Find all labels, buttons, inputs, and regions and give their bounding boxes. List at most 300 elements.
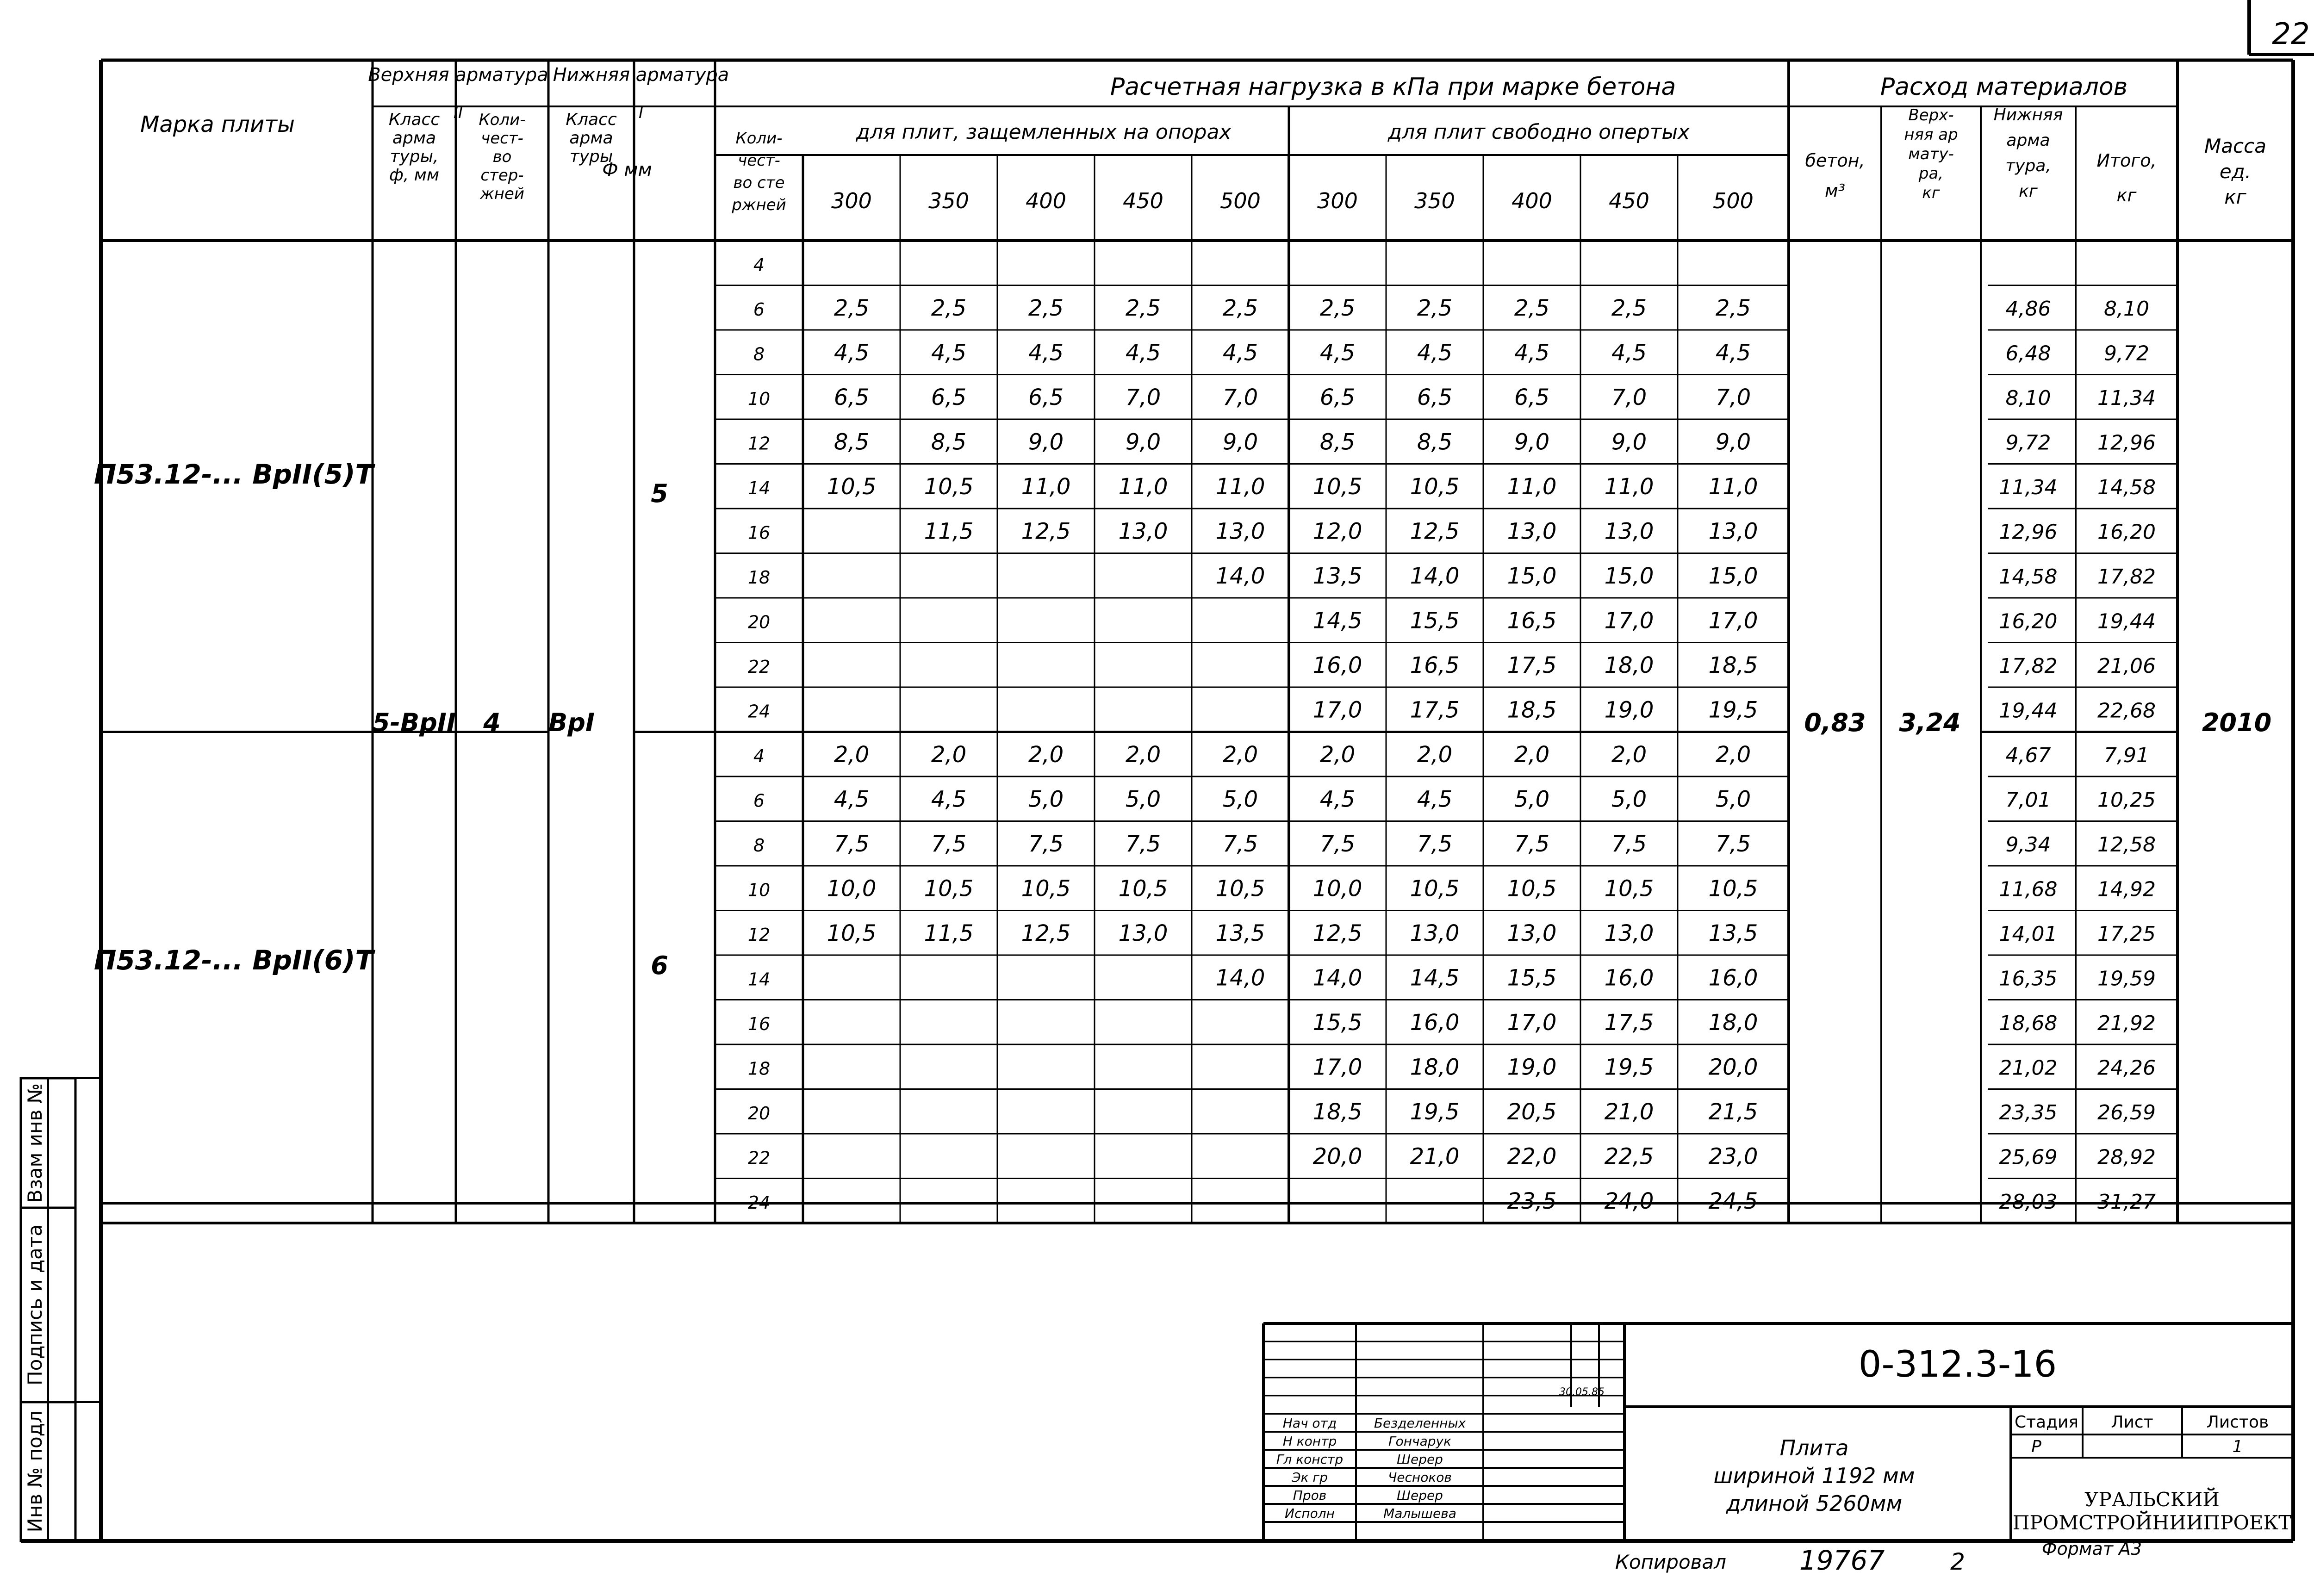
bottom-class-header-0: Класс [566,110,617,129]
clamped-load: 11,0 [1118,474,1168,500]
bottom-class-header-2: туры [569,147,613,166]
role-label: Гл констр [1276,1452,1344,1467]
free-load: 5,0 [1715,786,1751,813]
clamped-load: 6,5 [834,385,870,411]
free-load: 4,5 [1611,340,1647,366]
bottom-steel: 7,01 [2005,788,2051,812]
total-steel: 14,58 [2097,476,2156,500]
merged-cells [94,459,2271,980]
concrete-value: 0,83 [1804,708,1866,737]
clamped-load: 10,5 [1215,876,1265,902]
clamped-load: 4,5 [834,340,870,366]
bottom-steel: 21,02 [1999,1056,2058,1080]
rod-count: 8 [753,344,765,365]
rod-count: 16 [747,522,771,543]
rod-count: 22 [747,1148,771,1168]
free-load: 14,5 [1313,608,1362,634]
free-load: 4,5 [1319,340,1356,366]
free-load: 4,5 [1319,786,1356,813]
free-load: 19,0 [1507,1054,1557,1081]
bottom-steel-header-3: кг [2019,182,2038,201]
clamped-load: 9,0 [1222,429,1258,455]
free-load: 4,5 [1417,340,1453,366]
role-label: Пров [1293,1488,1327,1503]
free-load: 18,5 [1507,697,1557,723]
free-load: 13,0 [1604,920,1654,947]
free-load: 2,5 [1319,295,1356,322]
clamped-load: 13,0 [1118,920,1168,947]
total-steel: 14,92 [2097,877,2156,901]
free-load: 16,5 [1410,652,1460,679]
bottom-steel: 18,68 [1999,1012,2058,1036]
bottom-reinf-title: Нижняя арматура [553,64,729,86]
clamped-load: 2,5 [1028,295,1064,322]
free-load: 10,5 [1708,876,1758,902]
free-load: 10,5 [1604,876,1654,902]
bottom-count-header-2: во сте [733,174,785,192]
free-load: 2,5 [1514,295,1550,322]
bottom-steel: 28,03 [1999,1190,2058,1214]
free-load: 6,5 [1514,385,1550,411]
sheet-label: Лист [2111,1413,2153,1432]
clamped-load: 12,5 [1021,920,1071,947]
clamped-load: 2,0 [1125,742,1161,768]
free-load: 9,0 [1611,429,1647,455]
bottom-reinf-roman: I [638,104,644,122]
free-load: 21,0 [1410,1143,1460,1170]
free-load: 10,5 [1507,876,1557,902]
top-count-value: 4 [483,708,501,737]
clamped-load: 6,5 [1028,385,1064,411]
rod-count: 14 [747,969,771,990]
total-steel: 17,82 [2097,565,2156,589]
mass-value: 2010 [2202,708,2272,737]
free-load: 13,0 [1507,920,1557,947]
clamped-load: 4,5 [834,786,870,813]
bottom-steel-header-1: арма [2006,131,2050,150]
free-load: 17,0 [1313,697,1362,723]
free-load: 9,0 [1514,429,1550,455]
top-count-header-0: Коли- [479,111,526,129]
clamped-load: 7,5 [1028,831,1064,857]
clamped-load: 12,5 [1021,518,1071,545]
free-load: 14,0 [1410,563,1460,590]
free-load: 13,0 [1604,518,1654,545]
top-class-header-1: арма [392,129,436,148]
item-name-line-1: Плита [1779,1435,1849,1460]
total-steel: 12,58 [2097,833,2156,857]
copied-label: Копировал [1615,1551,1726,1573]
free-load: 18,0 [1604,652,1654,679]
free-load: 19,5 [1604,1054,1654,1081]
total-steel: 11,34 [2097,386,2156,410]
free-load: 4,5 [1715,340,1751,366]
free-load: 15,5 [1507,965,1557,991]
clamped-load: 10,5 [1118,876,1168,902]
free-load: 2,0 [1611,742,1647,768]
total-steel: 26,59 [2097,1101,2156,1125]
role-label: Н контр [1282,1434,1337,1449]
mass-header-1: ед. [2219,160,2252,183]
free-load: 15,0 [1507,563,1557,590]
free-load: 18,0 [1410,1054,1460,1081]
free-load: 7,5 [1319,831,1356,857]
rod-count: 18 [747,567,771,588]
rod-count: 10 [747,880,771,900]
doc-code: 0-312.3-16 [1858,1344,2057,1385]
clamped-load: 11,0 [1021,474,1071,500]
rod-count: 10 [747,389,771,410]
load-title: Расчетная нагрузка в кПа при марке бетона [1110,73,1676,101]
free-load: 7,5 [1611,831,1647,857]
sheets-value: 1 [2232,1437,2243,1456]
free-load: 16,5 [1507,608,1557,634]
bottom-class-header-1: арма [569,129,613,148]
bottom-class-value: ВрI [548,708,595,737]
clamped-load: 5,0 [1222,786,1258,813]
clamped-load: 7,5 [931,831,967,857]
rod-count: 6 [753,299,765,320]
free-load: 16,0 [1604,965,1654,991]
free-load: 20,0 [1708,1054,1758,1081]
free-load: 12,0 [1313,518,1362,545]
total-steel: 21,06 [2097,654,2156,678]
clamped-load: 11,5 [924,518,974,545]
top-count-header-2: во [492,148,512,166]
total-steel: 24,26 [2097,1056,2156,1080]
top-count-header-3: стер- [480,166,524,185]
role-label: Эк гр [1292,1470,1328,1485]
clamped-load: 7,0 [1222,385,1258,411]
grade-header-400: 400 [1026,188,1066,213]
total-steel: 16,20 [2097,520,2156,544]
date-small: 30.05.85 [1559,1386,1605,1398]
free-load: 2,0 [1417,742,1453,768]
free-title: для плит свободно опертых [1387,120,1690,144]
total-steel: 12,96 [2097,431,2156,455]
total-steel: 19,59 [2097,967,2156,991]
free-load: 17,0 [1708,608,1758,634]
footer [1615,1539,2142,1576]
free-load: 7,0 [1715,385,1751,411]
rod-count: 22 [747,657,771,677]
rod-count: 8 [753,835,765,856]
free-load: 2,0 [1514,742,1550,768]
free-load: 17,5 [1507,652,1557,679]
free-load: 13,0 [1708,518,1758,545]
free-load: 15,0 [1604,563,1654,590]
group-1-mark: П53.12-... ВрII(5)Т [93,459,374,490]
free-load: 17,0 [1507,1010,1557,1036]
free-load: 19,5 [1708,697,1758,723]
clamped-load: 10,5 [924,474,974,500]
mass-header-0: Масса [2204,135,2266,157]
group-1-diam: 5 [651,479,668,508]
mark-title: Марка плиты [140,112,295,137]
clamped-load: 14,0 [1215,563,1265,590]
clamped-load: 10,5 [924,876,974,902]
free-load: 13,5 [1708,920,1758,947]
top-count-header-4: жней [480,185,524,203]
bottom-count-header-3: ржней [732,196,786,214]
clamped-load: 6,5 [931,385,967,411]
free-load: 2,5 [1417,295,1453,322]
free-load: 10,5 [1313,474,1362,500]
materials-title: Расход материалов [1880,73,2128,101]
bottom-steel-header-2: тура, [2005,156,2051,175]
clamped-load: 2,5 [1222,295,1258,322]
role-name: Шерер [1397,1488,1443,1503]
rod-count: 14 [747,478,771,499]
side-stamp-inv-label: Инв № подл [24,1410,46,1533]
free-load: 16,0 [1313,652,1362,679]
free-load: 9,0 [1715,429,1751,455]
free-load: 10,5 [1410,474,1460,500]
free-load: 14,5 [1410,965,1460,991]
rod-count: 6 [753,790,765,811]
bottom-steel: 17,82 [1999,654,2058,678]
total-steel: 21,92 [2097,1012,2156,1036]
clamped-load: 5,0 [1125,786,1161,813]
top-steel-header-3: ра, [1918,164,1944,183]
grade-header-350: 350 [1414,188,1455,213]
free-load: 16,0 [1708,965,1758,991]
clamped-load: 2,0 [1028,742,1064,768]
free-load: 2,5 [1715,295,1751,322]
bottom-steel: 6,48 [2005,342,2051,366]
free-load: 8,5 [1319,429,1356,455]
clamped-load: 2,0 [1222,742,1258,768]
free-load: 2,0 [1319,742,1356,768]
free-load: 15,0 [1708,563,1758,590]
top-reinf-roman: II [453,104,463,122]
free-load: 12,5 [1313,920,1362,947]
clamped-load: 13,0 [1215,518,1265,545]
clamped-load: 2,5 [931,295,967,322]
free-load: 21,5 [1708,1099,1758,1125]
clamped-load: 2,5 [1125,295,1161,322]
org-line-2: ПРОМСТРОЙНИИПРОЕКТ [2012,1511,2292,1534]
top-steel-header-4: кг [1922,184,1940,202]
rod-count: 24 [747,701,771,722]
top-steel-header-2: мату- [1908,145,1954,163]
grade-header-300: 300 [831,188,872,213]
bottom-steel: 16,20 [1999,609,2058,633]
free-load: 19,5 [1410,1099,1460,1125]
rod-count: 24 [747,1192,771,1213]
total-steel: 8,10 [2104,297,2149,321]
free-load: 4,5 [1417,786,1453,813]
free-load: 16,0 [1410,1010,1460,1036]
bottom-steel: 19,44 [1999,699,2058,723]
free-load: 13,0 [1507,518,1557,545]
total-steel: 28,92 [2097,1145,2156,1169]
clamped-load: 7,5 [1125,831,1161,857]
free-load: 17,5 [1604,1010,1654,1036]
grade-header-450: 450 [1609,188,1649,213]
rod-count: 4 [753,746,765,767]
grade-header-500: 500 [1713,188,1754,213]
sheets-label: Листов [2206,1413,2269,1432]
top-count-header-1: чест- [481,129,523,148]
free-load: 18,5 [1708,652,1758,679]
top-class-header-3: ф, мм [389,166,439,185]
total-steel: 7,91 [2104,744,2149,768]
clamped-load: 14,0 [1215,965,1265,991]
clamped-load: 8,5 [931,429,967,455]
stage-value: Р [2031,1437,2041,1456]
free-load: 7,0 [1611,385,1647,411]
free-load: 8,5 [1417,429,1453,455]
diam-label: Ф мм [602,159,652,180]
top-class-header-2: туры, [390,147,439,166]
clamped-load: 2,0 [834,742,870,768]
grade-header-500: 500 [1220,188,1261,213]
rod-count: 20 [747,1103,771,1124]
side-stamp-swap-label: Взам инв № [24,1083,46,1203]
clamped-load: 11,0 [1215,474,1265,500]
copy-extra: 2 [1950,1548,1965,1575]
top-reinf-title: Верхняя арматура [368,64,548,86]
rod-count: 4 [753,255,765,275]
free-load: 5,0 [1611,786,1647,813]
bottom-steel: 11,34 [1999,476,2058,500]
free-load: 17,5 [1410,697,1460,723]
free-load: 18,0 [1708,1010,1758,1036]
free-load: 14,0 [1313,965,1362,991]
total-steel: 9,72 [2104,342,2149,366]
top-steel-header-0: Верх- [1908,106,1954,124]
role-name: Чесноков [1388,1470,1452,1485]
clamped-load: 9,0 [1125,429,1161,455]
group-2-diam: 6 [651,951,668,980]
free-load: 10,5 [1410,876,1460,902]
role-label: Нач отд [1282,1416,1337,1431]
bottom-steel: 16,35 [1999,967,2058,991]
top-class-value: 5-ВрII [373,708,456,737]
free-load: 21,0 [1604,1099,1654,1125]
free-load: 13,5 [1313,563,1362,590]
role-name: Гончарук [1388,1434,1451,1449]
clamped-load: 7,5 [1222,831,1258,857]
free-load: 6,5 [1319,385,1356,411]
clamped-load: 10,0 [827,876,877,902]
free-load: 17,0 [1604,608,1654,634]
free-load: 2,0 [1715,742,1751,768]
side-stamp-signature-label: Подпись и дата [24,1224,46,1385]
free-load: 19,0 [1604,697,1654,723]
bottom-steel: 9,72 [2005,431,2051,455]
rod-count: 18 [747,1058,771,1079]
rod-count: 12 [747,433,771,454]
clamped-load: 9,0 [1028,429,1064,455]
bottom-steel: 11,68 [1999,877,2058,901]
bottom-steel: 12,96 [1999,520,2058,544]
free-load: 2,5 [1611,295,1647,322]
rod-count: 16 [747,1014,771,1035]
concrete-header-1: м³ [1825,180,1845,201]
clamped-load: 4,5 [1028,340,1064,366]
free-load: 11,0 [1507,474,1557,500]
rod-count: 20 [747,612,771,633]
bottom-steel: 23,35 [1999,1101,2058,1125]
group-2-mark: П53.12-... ВрII(6)Т [93,944,374,976]
role-name: Шерер [1397,1452,1443,1467]
grade-header-450: 450 [1123,188,1163,213]
org-line-1: УРАЛЬСКИЙ [2084,1488,2220,1511]
stage-label: Стадия [2014,1413,2079,1432]
free-load: 7,5 [1417,831,1453,857]
top-steel-value: 3,24 [1899,708,1961,737]
top-class-header-0: Класс [388,110,440,129]
item-name-line-3: длиной 5260мм [1726,1491,1903,1516]
free-load: 7,5 [1715,831,1751,857]
free-load: 12,5 [1410,518,1460,545]
bottom-steel: 8,10 [2005,386,2051,410]
rod-count: 12 [747,925,771,945]
total-header-1: кг [2116,185,2137,205]
bottom-steel: 4,67 [2005,744,2051,768]
clamped-load: 11,5 [924,920,974,947]
copy-number: 19767 [1799,1545,1885,1576]
total-steel: 31,27 [2097,1190,2156,1214]
clamped-load: 2,0 [931,742,967,768]
bottom-steel: 14,01 [1999,922,2058,946]
clamped-load: 4,5 [931,786,967,813]
role-name: Безделенных [1374,1416,1466,1431]
free-load: 24,5 [1708,1188,1758,1215]
role-label: Исполн [1285,1506,1335,1521]
clamped-title: для плит, защемленных на опорах [856,120,1232,144]
concrete-header-0: бетон, [1805,150,1865,171]
clamped-load: 13,0 [1118,518,1168,545]
free-load: 17,0 [1313,1054,1362,1081]
free-load: 5,0 [1514,786,1550,813]
role-name: Малышева [1383,1506,1456,1521]
free-load: 22,5 [1604,1143,1654,1170]
free-load: 24,0 [1604,1188,1654,1215]
sheet-number-box [2249,0,2314,55]
clamped-load: 4,5 [1222,340,1258,366]
total-steel: 22,68 [2097,699,2156,723]
clamped-load: 10,5 [1021,876,1071,902]
format-label: Формат А3 [2041,1539,2142,1559]
free-load: 11,0 [1708,474,1758,500]
grade-header-400: 400 [1512,188,1552,213]
free-load: 4,5 [1514,340,1550,366]
mass-header-2: кг [2224,186,2246,208]
free-load: 15,5 [1410,608,1460,634]
total-steel: 10,25 [2097,788,2156,812]
clamped-load: 2,5 [834,295,870,322]
clamped-load: 4,5 [931,340,967,366]
bottom-steel: 14,58 [1999,565,2058,589]
clamped-load: 5,0 [1028,786,1064,813]
free-load: 22,0 [1507,1143,1557,1170]
grade-headers [831,188,1754,213]
clamped-load: 7,0 [1125,385,1161,411]
total-steel: 19,44 [2097,609,2156,633]
free-load: 11,0 [1604,474,1654,500]
free-load: 13,0 [1410,920,1460,947]
total-header-0: Итого, [2096,150,2157,171]
bottom-steel: 25,69 [1999,1145,2058,1169]
top-steel-header-1: няя ар [1904,125,1958,144]
free-load: 18,5 [1313,1099,1362,1125]
free-load: 23,5 [1507,1188,1557,1215]
sheet-number: 22 [2272,17,2310,51]
grade-header-300: 300 [1317,188,1358,213]
